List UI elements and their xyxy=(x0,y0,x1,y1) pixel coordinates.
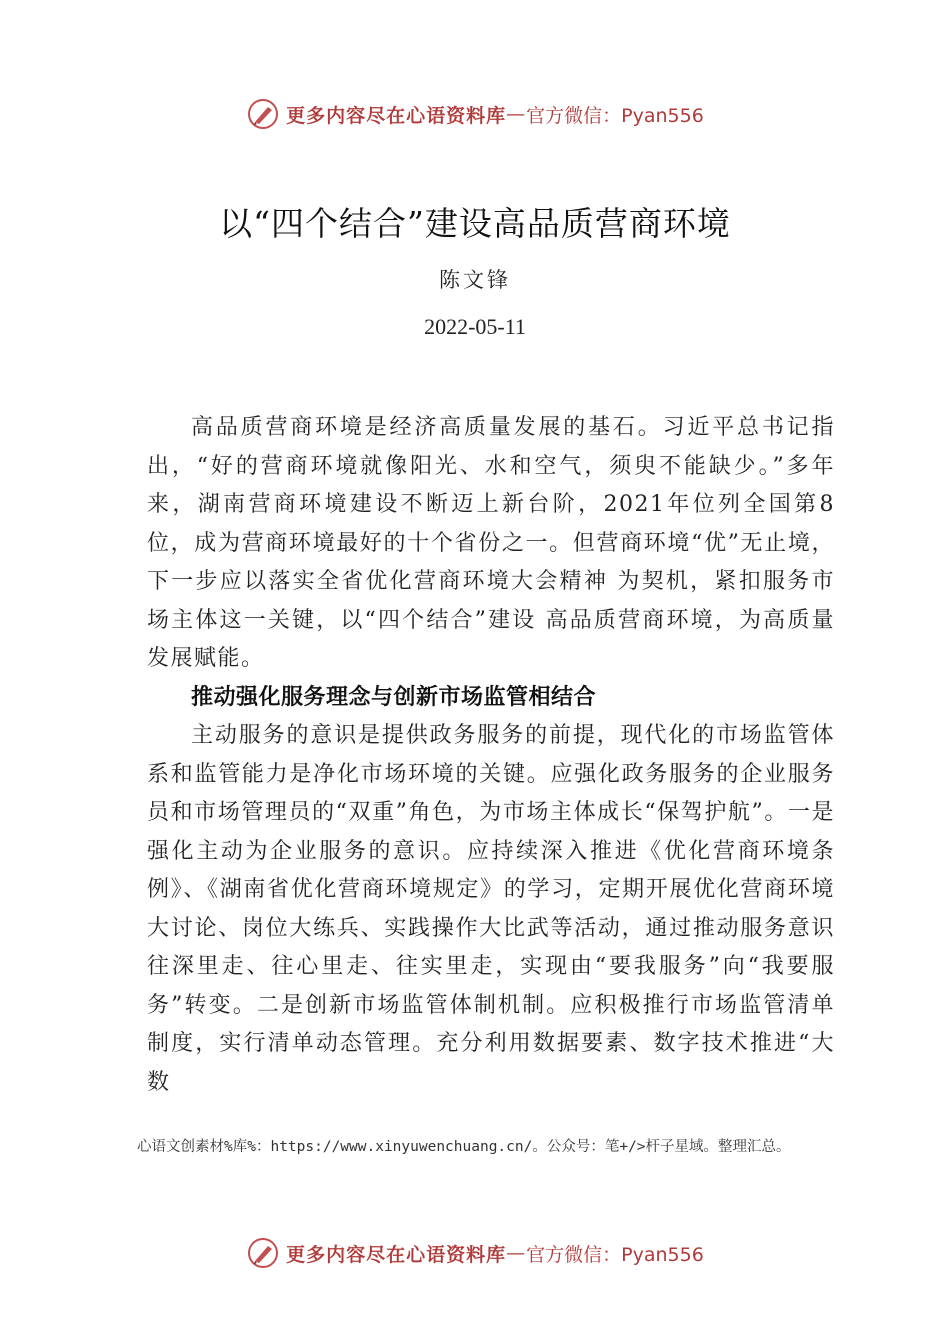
article-body xyxy=(147,409,835,1102)
banner-wechat-text: 官方微信：Pyan556 xyxy=(526,1243,704,1266)
article-title: 以“四个结合”建设高品质营商环境 xyxy=(219,204,731,243)
article-date: 2022-05-11 xyxy=(424,314,526,339)
header-banner xyxy=(0,94,950,134)
article-author: 陈文锋 xyxy=(439,268,511,292)
pen-logo-icon xyxy=(246,97,280,131)
banner-wechat-text: 官方微信：Pyan556 xyxy=(526,104,704,127)
footer-banner xyxy=(0,1233,950,1273)
banner-separator: — xyxy=(506,103,527,125)
section-paragraph: 主动服务的意识是提供政务服务的前提，现代化的市场监管体系和监管能力是净化市场环境的关键。应强化政务服务的企业服务员和市场管理员的“双重”角色，为市场主体成长“保驾护航”。一是强化主动为企业服务的意识。应持续深入推进《优化营商环境条例》、《湖南省优化营商环境规定》的学习，定期开展优化营商环境大讨论、岗位大练兵、实践操作大比武等活动，通过推动服务意识往深里走、往心里走、往实里走，实现由“要我服务”向“我要服务”转变。二是创新市场监管体制机制。应积极推行市场监管清单制度，实行清单动态管理。充分利用数据要素、数字技术推进“大数 xyxy=(147,723,835,1095)
intro-paragraph: 高品质营商环境是经济高质量发展的基石。习近平总书记指出，“好的营商环境就像阳光、水和空气，须臾不能缺少。”多年来，湖南营商环境建设不断迈上新台阶，2021年位列全国第8位，成为营商环境最好的十个省份之一。但营商环境“优”无止境，下一步应以落实全省优化营商环境大会精神 为契机，紧扣服务市场主体这一关键，以“四个结合”建设 高品质营商环境，为高质量发展赋能。 xyxy=(147,415,835,671)
source-note: 心语文创素材%库%：https://www.xinyuwenchuang.cn/。公众号：笔+/>杆子星域。整理汇总。 xyxy=(137,1139,791,1155)
banner-main-text: 更多内容尽在心语资料库 xyxy=(286,1243,507,1266)
section-heading: 推动强化服务理念与创新市场监管相结合 xyxy=(191,684,597,710)
pen-logo-icon xyxy=(246,1236,280,1270)
banner-main-text: 更多内容尽在心语资料库 xyxy=(286,104,507,127)
banner-separator: — xyxy=(506,1242,527,1264)
